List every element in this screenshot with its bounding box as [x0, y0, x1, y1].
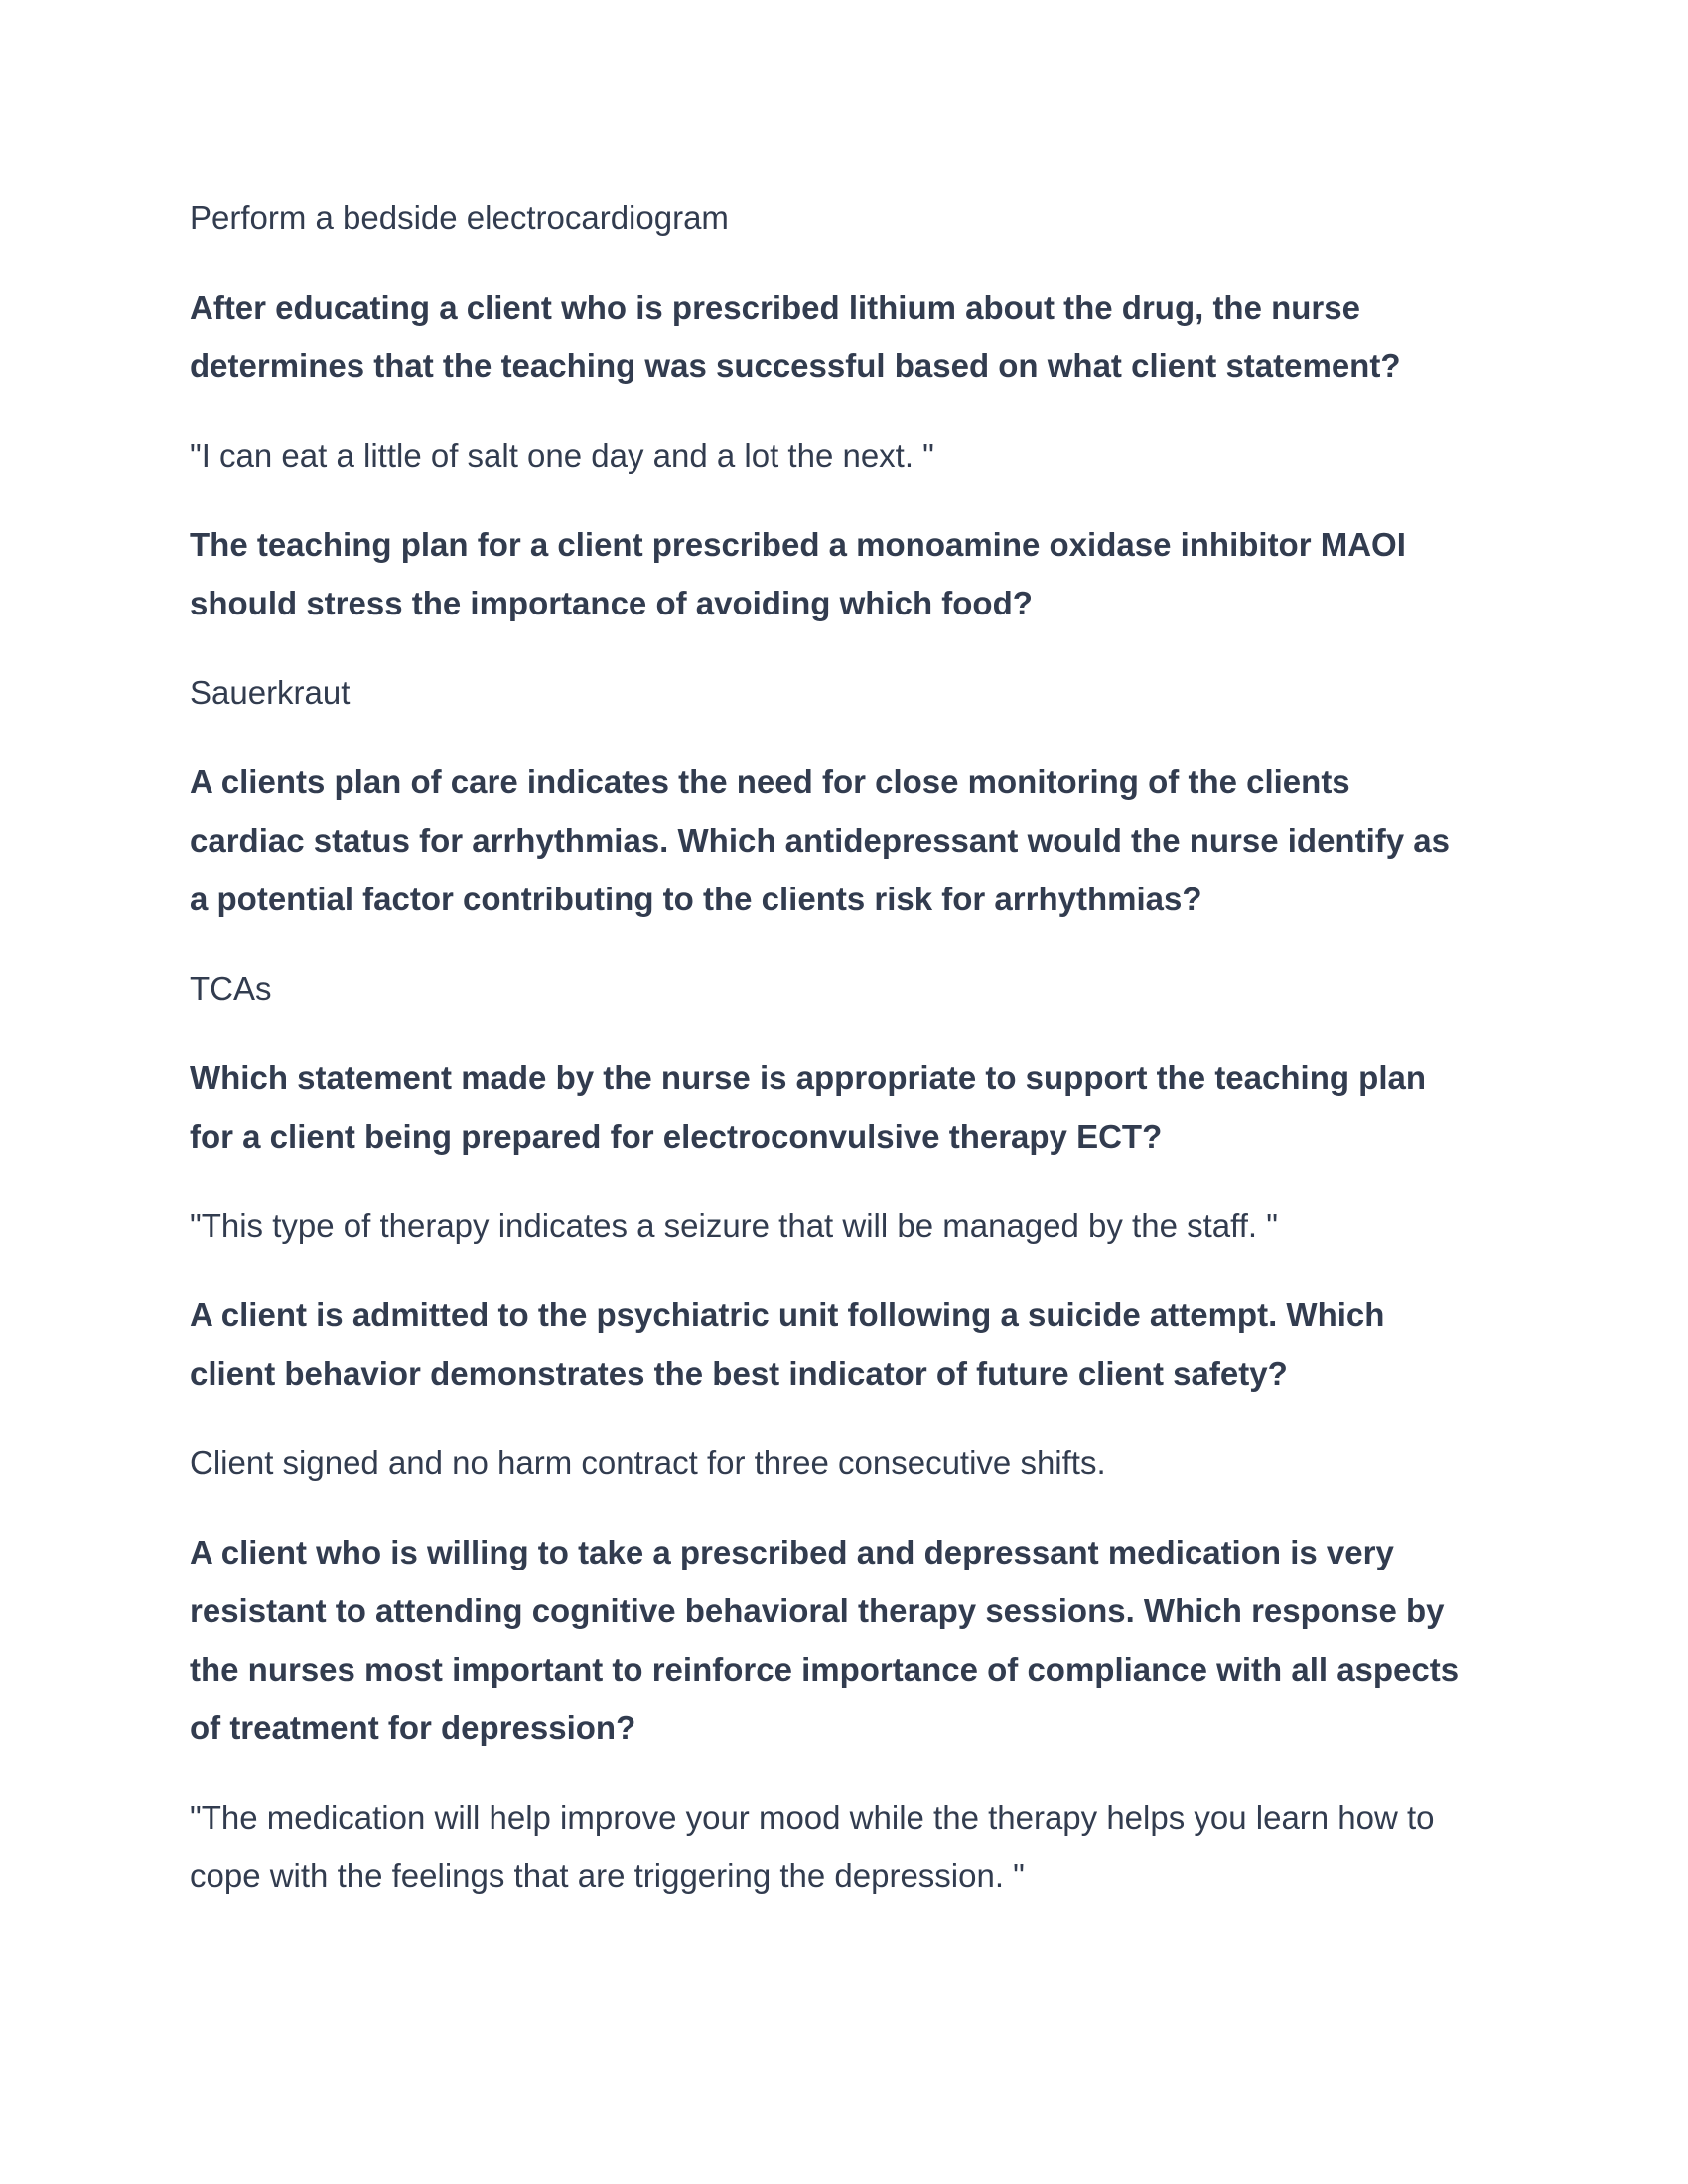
question-paragraph: [190, 1048, 1539, 1165]
document-text-body: [190, 189, 1539, 1905]
answer-paragraph: [190, 189, 1539, 247]
text-line: should stress the importance of avoiding which food?: [190, 585, 1033, 621]
question-paragraph: [190, 1286, 1539, 1403]
text-line: Sauerkraut: [190, 674, 351, 711]
text-line: The teaching plan for a client prescribed a monoamine oxidase inhibitor MAOI: [190, 526, 1406, 563]
answer-paragraph: [190, 426, 1539, 484]
text-line: cope with the feelings that are triggering the depression. ": [190, 1857, 1025, 1894]
question-paragraph: [190, 515, 1539, 632]
text-line: Client signed and no harm contract for three consecutive shifts.: [190, 1444, 1106, 1481]
text-line: A client is admitted to the psychiatric unit following a suicide attempt. Which: [190, 1297, 1385, 1333]
text-line: Perform a bedside electrocardiogram: [190, 200, 729, 236]
text-line: "The medication will help improve your mood while the therapy helps you learn how to: [190, 1799, 1435, 1836]
text-line: After educating a client who is prescribed lithium about the drug, the nurse: [190, 289, 1360, 326]
answer-paragraph: [190, 1196, 1539, 1255]
text-line: TCAs: [190, 970, 272, 1007]
text-line: Which statement made by the nurse is appropriate to support the teaching plan: [190, 1059, 1427, 1096]
text-line: "I can eat a little of salt one day and a lot the next. ": [190, 437, 934, 474]
text-line: cardiac status for arrhythmias. Which antidepressant would the nurse identify as: [190, 822, 1450, 859]
question-paragraph: [190, 752, 1539, 928]
question-paragraph: [190, 1523, 1539, 1757]
text-line: of treatment for depression?: [190, 1709, 636, 1746]
text-line: A clients plan of care indicates the need for close monitoring of the clients: [190, 763, 1350, 800]
question-paragraph: [190, 278, 1539, 395]
text-line: "This type of therapy indicates a seizure that will be managed by the staff. ": [190, 1207, 1278, 1244]
answer-paragraph: [190, 959, 1539, 1018]
text-line: for a client being prepared for electroconvulsive therapy ECT?: [190, 1118, 1163, 1155]
answer-paragraph: [190, 1433, 1539, 1492]
answer-paragraph: [190, 663, 1539, 722]
answer-paragraph: [190, 1788, 1539, 1905]
text-line: the nurses most important to reinforce importance of compliance with all aspects: [190, 1651, 1460, 1688]
text-line: A client who is willing to take a prescribed and depressant medication is very: [190, 1534, 1394, 1570]
text-line: a potential factor contributing to the clients risk for arrhythmias?: [190, 881, 1202, 917]
text-line: determines that the teaching was successful based on what client statement?: [190, 347, 1401, 384]
text-line: client behavior demonstrates the best indicator of future client safety?: [190, 1355, 1288, 1392]
text-line: resistant to attending cognitive behavioral therapy sessions. Which response by: [190, 1592, 1445, 1629]
